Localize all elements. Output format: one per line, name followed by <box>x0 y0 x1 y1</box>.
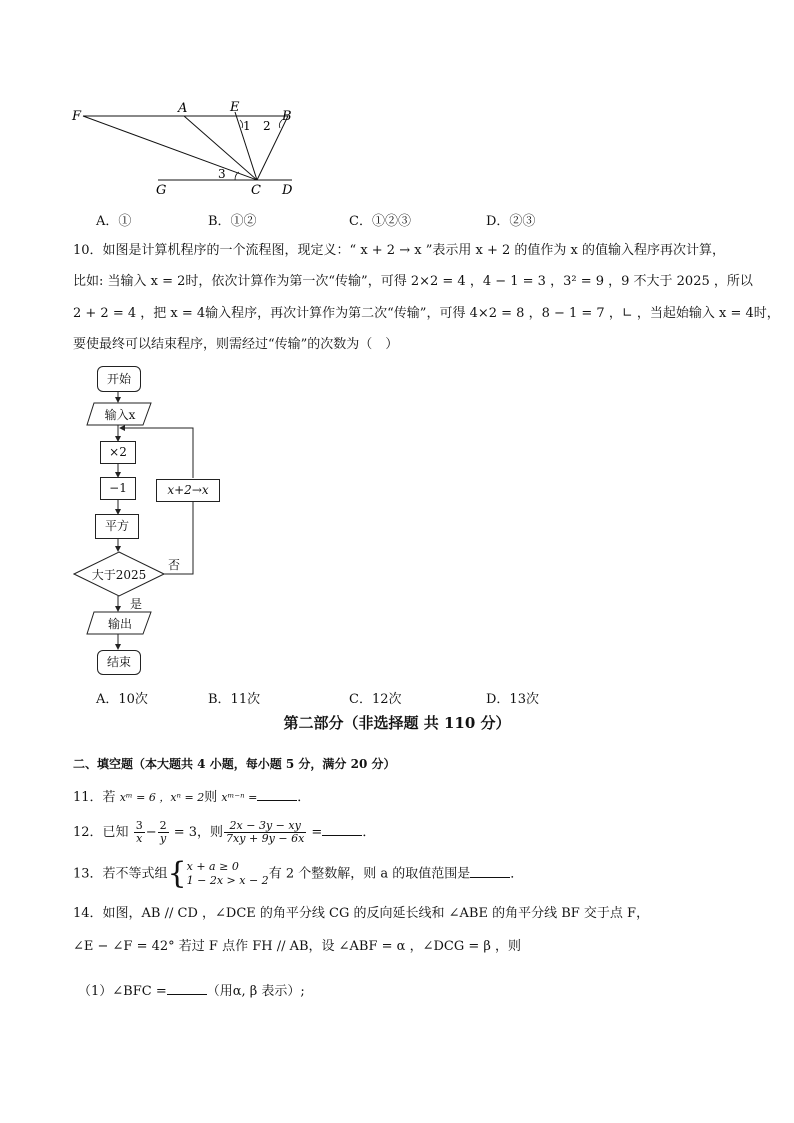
q9-option-a[interactable]: A．① <box>96 214 132 229</box>
q10-option-b[interactable]: B．11次 <box>208 692 261 707</box>
q10-option-a[interactable]: A．10次 <box>96 692 148 707</box>
label-C: C <box>251 183 261 198</box>
q14-sub1-answer-blank[interactable] <box>167 982 207 995</box>
q10-line-4: 要使最终可以结束程序，则需经过“传输”的次数为（ ） <box>73 337 399 352</box>
flowchart-end <box>97 650 141 675</box>
q14-sub1-prefix: （1）∠BFC = <box>78 984 167 999</box>
flowchart-yes-label: 是 <box>130 597 143 611</box>
flowchart-output-label: 输出 <box>107 617 132 631</box>
flowchart-loop-label: x+2→x <box>167 483 209 497</box>
q13-prefix: 13．若不等式组 <box>73 866 168 882</box>
q11 <box>73 788 310 807</box>
flowchart-start-label: 开始 <box>106 372 131 386</box>
q12-f2-numerator: 2 <box>159 819 167 832</box>
flowchart-no-label: 否 <box>168 558 181 572</box>
flowchart-end-label: 结束 <box>106 655 131 669</box>
q10-option-c[interactable]: C．12次 <box>349 692 402 707</box>
q11-answer-blank[interactable] <box>257 788 297 801</box>
q10-line-1: 10．如图是计算机程序的一个流程图，现定义：“ x + 2 → x ”表示用 x + 2 的值作为 x 的值输入程序再次计算， <box>73 243 725 258</box>
q12-f1-denominator: x <box>136 832 143 845</box>
flowchart-times2-label: ×2 <box>109 445 127 459</box>
q13-inequality-2: 1 − 2x > x − 2 <box>186 874 269 887</box>
q9-option-d[interactable]: D．②③ <box>486 214 536 229</box>
q12-f1-numerator: 3 <box>135 819 143 832</box>
q13-suffix: ． <box>510 866 524 882</box>
q11-mid: 则 <box>204 790 222 805</box>
q12-tail: = <box>307 825 323 840</box>
q14-sub1-suffix: （用α, β 表示）; <box>206 984 305 999</box>
label-D: D <box>282 183 293 198</box>
line-BC <box>257 116 288 180</box>
label-G: G <box>156 183 167 198</box>
q14-sub-1 <box>78 982 305 1001</box>
flowchart-loop <box>156 479 220 502</box>
flowchart-square <box>95 514 139 539</box>
q11-suffix: ． <box>297 790 311 805</box>
label-E: E <box>230 100 240 115</box>
q10-line-3: 2 + 2 = 4 ，把 x = 4输入程序，再次计算作为第二次“传输”，可得 4×2 = 8 ，8 − 1 = 7 ，∟ ，当起始输入 x = 4时， <box>73 306 780 321</box>
label-2: 2 <box>263 119 271 133</box>
q13-inequality-system <box>187 860 269 888</box>
q12-f3-numerator: 2x − 3y − xy <box>224 820 306 833</box>
q12-minus: − <box>145 825 157 840</box>
q12-answer-blank[interactable] <box>322 823 362 836</box>
q13: 13．若不等式组{ x + a ≥ 0 1 − 2x > x − 2 有 2 个整数解，则 a 的取值范围是 ． <box>73 856 524 891</box>
q11-cond: xᵐ = 6 ，xⁿ = 2 <box>119 791 205 804</box>
q9-option-b[interactable]: B．①② <box>208 214 257 229</box>
q12-suffix: ． <box>362 825 376 840</box>
q10-option-d[interactable]: D．13次 <box>486 692 539 707</box>
flowchart-start <box>97 366 141 392</box>
q12-f3-denominator: 7xy + 9y − 6x <box>226 832 305 845</box>
label-A: A <box>178 101 188 116</box>
label-B: B <box>282 109 292 124</box>
q13-inequality-1: x + a ≥ 0 <box>186 860 239 873</box>
flowchart-times2 <box>100 441 136 464</box>
q12 <box>73 818 375 848</box>
q12-main-fraction <box>224 820 306 845</box>
q9-option-c[interactable]: C．①②③ <box>349 214 411 229</box>
q12-fraction-3-over-x <box>134 820 145 845</box>
flowchart-minus1-label: −1 <box>109 481 127 495</box>
q12-eq: = 3，则 <box>169 825 224 840</box>
q11-expr: xᵐ⁻ⁿ = <box>221 791 258 804</box>
flowchart-input-label: 输入x <box>104 408 136 422</box>
q11-prefix: 11．若 <box>73 790 120 805</box>
line-FC <box>83 116 257 180</box>
q12-f2-denominator: y <box>159 832 167 845</box>
section2-title: 二、填空题（本大题共 4 小题，每小题 5 分，满分 20 分） <box>73 757 396 771</box>
q10-line-2: 比如: 当输入 x = 2时，依次计算作为第一次“传输”，可得 2×2 = 4 ，4 − 1 = 3 ，3² = 9 ，9 不大于 2025 ，所以 <box>73 274 753 289</box>
label-3: 3 <box>218 167 226 181</box>
flowchart-square-label: 平方 <box>104 519 129 533</box>
q13-tail: 有 2 个整数解，则 a 的取值范围是 <box>268 866 471 882</box>
q12-fraction-2-over-y <box>158 820 169 845</box>
q14-line-1: 14．如图，AB // CD ，∠DCE 的角平分线 CG 的反向延长线和 ∠ABE 的角平分线 BF 交于点 F， <box>73 906 650 921</box>
q13-answer-blank[interactable] <box>470 865 510 878</box>
part2-heading: 第二部分（非选择题 共 110 分） <box>283 714 511 732</box>
flowchart-decision-label: 大于2025 <box>91 568 147 582</box>
flowchart-minus1 <box>100 477 136 500</box>
label-F: F <box>72 109 82 124</box>
geometry-figure <box>60 98 310 203</box>
q12-prefix: 12．已知 <box>73 825 129 840</box>
q14-line-2: ∠E − ∠F = 42° 若过 F 点作 FH // AB，设 ∠ABF = α ，∠DCG = β ，则 <box>73 939 522 954</box>
label-1: 1 <box>243 119 251 133</box>
